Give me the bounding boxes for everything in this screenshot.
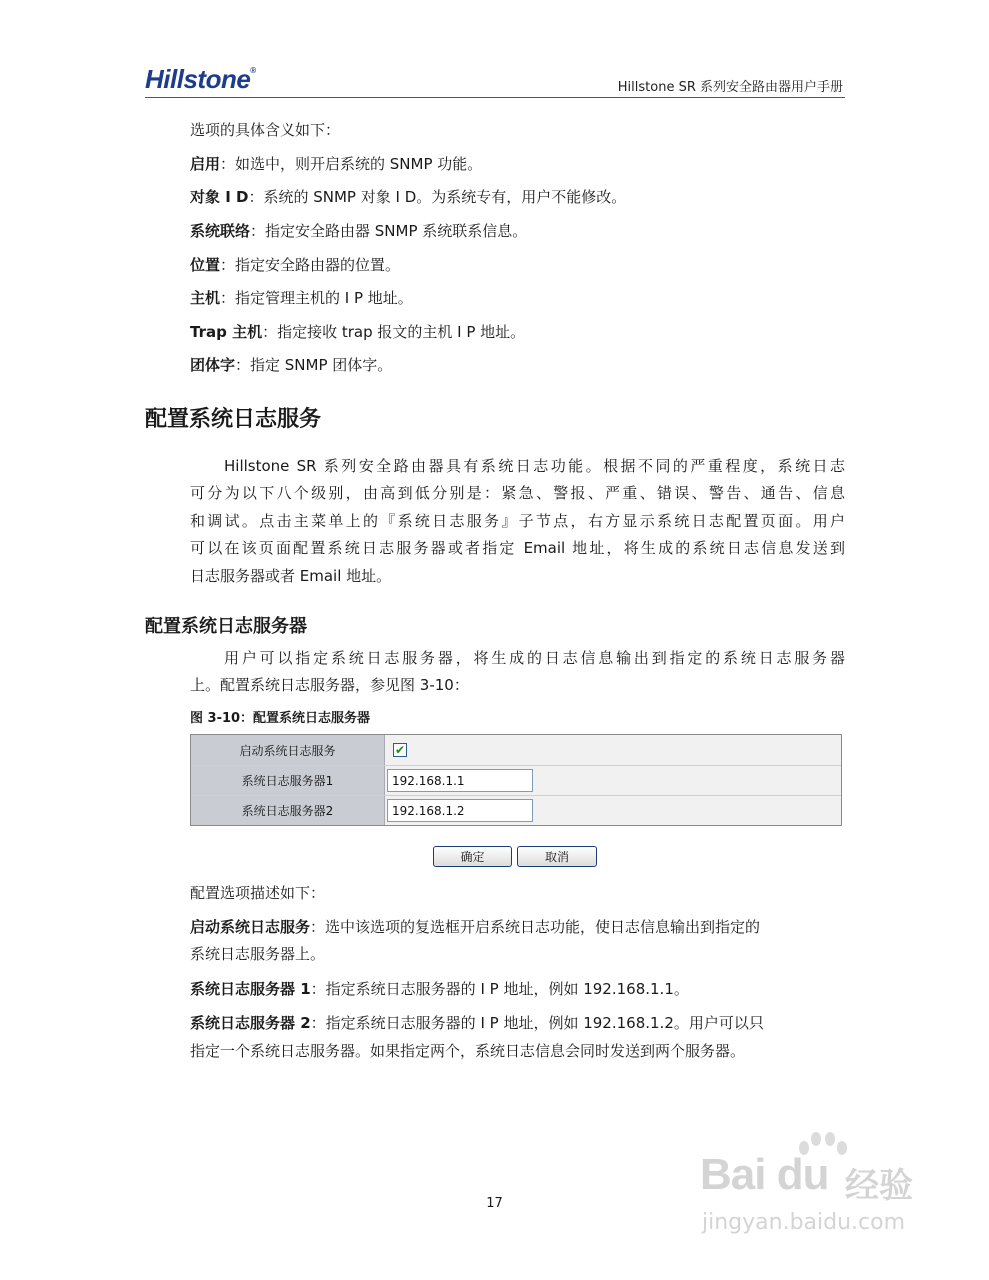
config-desc: ：选中该选项的复选框开启系统日志功能，使日志信息输出到指定的: [310, 918, 761, 936]
enable-syslog-label: 启动系统日志服务: [191, 735, 385, 765]
option-line: [190, 287, 845, 309]
option-term: Trap 主机: [190, 323, 263, 341]
hillstone-logo: [145, 64, 256, 95]
config-intro: 配置选项描述如下：: [190, 884, 326, 902]
option-term: 位置: [190, 256, 221, 274]
figure-caption: 图 3-10：配置系统日志服务器: [190, 711, 371, 726]
section-paragraph-line: 日志服务器或者 Email 地址。: [190, 567, 392, 585]
option-desc: ：指定接收 trap 报文的主机 I P 地址。: [262, 323, 526, 341]
config-option-line: [190, 1012, 845, 1034]
option-line: [190, 254, 845, 276]
option-desc: ：如选中，则开启系统的 SNMP 功能。: [220, 155, 483, 173]
logo-registered-mark: ®: [250, 66, 256, 75]
form-row-server1: [191, 765, 841, 795]
section-paragraph-line: 和调试。点击主菜单上的『系统日志服务』子节点，右方显示系统日志配置页面。用户: [190, 512, 845, 530]
page-header: [145, 62, 845, 98]
config-term: 系统日志服务器 2: [190, 1014, 311, 1032]
option-desc: ：指定管理主机的 I P 地址。: [220, 289, 413, 307]
section-paragraph-line: 可分为以下八个级别，由高到低分别是：紧急、警报、严重、错误、警告、通告、信息: [190, 484, 845, 502]
option-desc: ：指定安全路由器的位置。: [220, 256, 401, 274]
checkmark-icon: ✔: [394, 743, 406, 757]
options-intro: 选项的具体含义如下：: [190, 121, 341, 139]
syslog-config-form: [190, 734, 842, 826]
cancel-button[interactable]: 取消: [517, 846, 597, 867]
section-paragraph-line: Hillstone SR 系列安全路由器具有系统日志功能。根据不同的严重程度，系统日志: [224, 457, 845, 475]
baidu-watermark: [700, 1130, 950, 1240]
config-option-line: [190, 916, 845, 938]
subsection-paragraph-line: 上。配置系统日志服务器，参见图 3-10：: [190, 676, 469, 694]
config-option-line: [190, 978, 845, 1000]
syslog-server1-input[interactable]: 192.168.1.1: [387, 769, 533, 792]
watermark-url: jingyan.baidu.com: [702, 1210, 906, 1235]
section-title: 配置系统日志服务: [145, 407, 322, 432]
option-term: 启用: [190, 155, 221, 173]
header-title: Hillstone SR 系列安全路由器用户手册: [617, 80, 843, 95]
config-option-line: 指定一个系统日志服务器。如果指定两个，系统日志信息会同时发送到两个服务器。: [190, 1042, 746, 1060]
form-row-server2: [191, 795, 841, 825]
option-term: 系统联络: [190, 222, 251, 240]
option-line: [190, 186, 845, 208]
config-term: 系统日志服务器 1: [190, 980, 311, 998]
subsection-paragraph-line: 用户可以指定系统日志服务器，将生成的日志信息输出到指定的系统日志服务器: [224, 649, 845, 667]
option-desc: ：指定 SNMP 团体字。: [235, 356, 393, 374]
option-line: [190, 153, 845, 175]
option-term: 团体字: [190, 356, 236, 374]
syslog-server1-label: 系统日志服务器1: [191, 766, 385, 795]
option-term: 主机: [190, 289, 221, 307]
option-term: 对象 I D: [190, 188, 249, 206]
watermark-cn: 经验: [845, 1166, 913, 1206]
section-paragraph-line: 可以在该页面配置系统日志服务器或者指定 Email 地址，将生成的系统日志信息发送到: [190, 539, 845, 557]
config-option-line: 系统日志服务器上。: [190, 945, 326, 963]
subsection-title: 配置系统日志服务器: [145, 616, 307, 637]
ok-button[interactable]: 确定: [433, 846, 512, 867]
enable-syslog-checkbox[interactable]: [393, 743, 407, 757]
option-line: [190, 354, 845, 376]
option-desc: ：指定安全路由器 SNMP 系统联系信息。: [250, 222, 528, 240]
watermark-brand: Bai du: [700, 1150, 829, 1199]
form-row-enable: [191, 735, 841, 765]
option-line: [190, 220, 845, 242]
config-desc: ：指定系统日志服务器的 I P 地址，例如 192.168.1.2。用户可以只: [310, 1014, 764, 1032]
option-line: [190, 321, 845, 343]
option-desc: ：系统的 SNMP 对象 I D。为系统专有，用户不能修改。: [248, 188, 627, 206]
syslog-server2-input[interactable]: 192.168.1.2: [387, 799, 533, 822]
logo-text: Hillstone: [145, 64, 251, 94]
syslog-server2-label: 系统日志服务器2: [191, 796, 385, 825]
page-number: 17: [486, 1196, 503, 1211]
config-desc: ：指定系统日志服务器的 I P 地址，例如 192.168.1.1。: [310, 980, 689, 998]
config-term: 启动系统日志服务: [190, 918, 311, 936]
